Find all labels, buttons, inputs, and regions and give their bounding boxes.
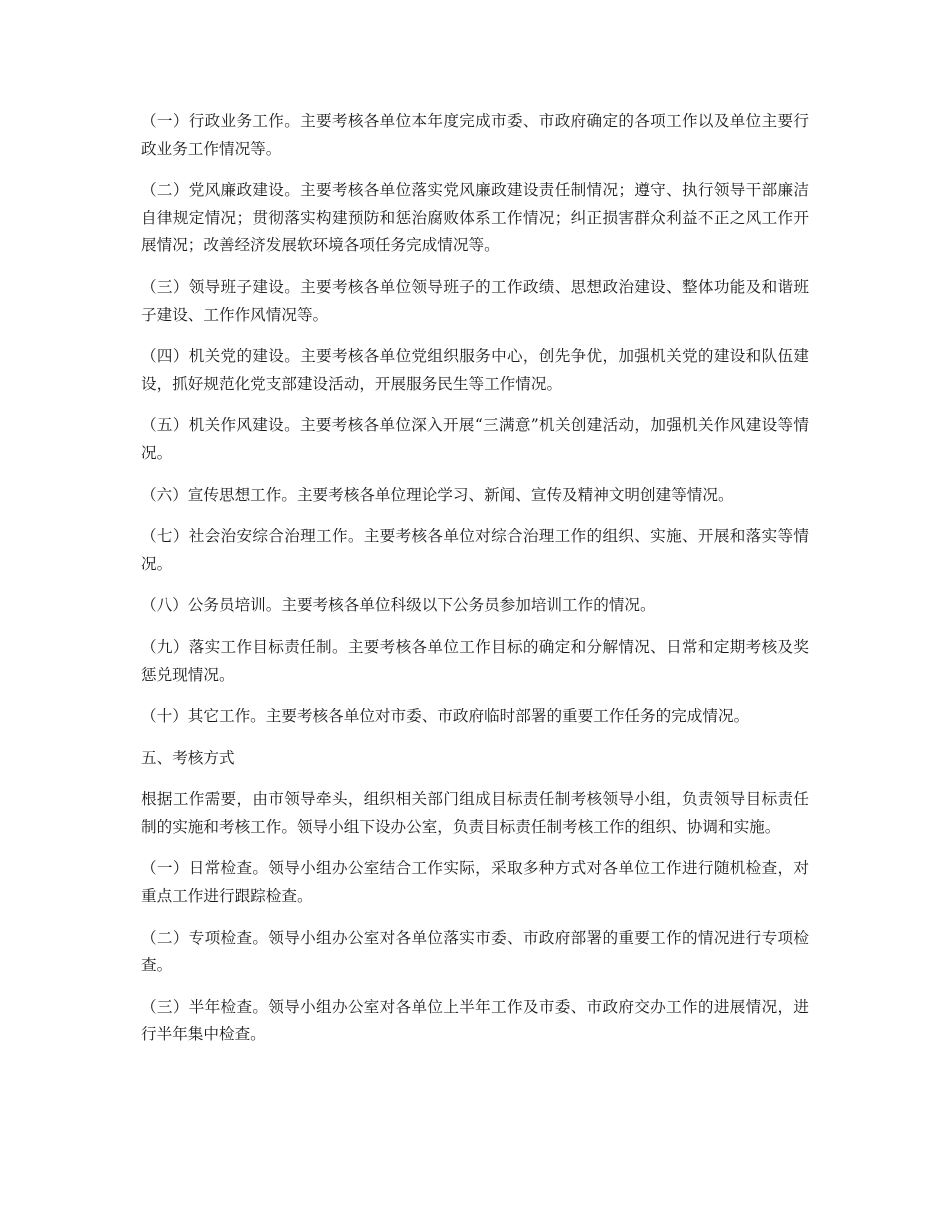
section-intro-paragraph: 根据工作需要，由市领导牵头，组织相关部门组成目标责任制考核领导小组，负责领导目标责任制的实施和考核工作。领导小组下设办公室，负责目标责任制考核工作的组织、协调和实施。: [141, 790, 809, 836]
section-item-3: （三）半年检查。领导小组办公室对各单位上半年工作及市委、市政府交办工作的进展情况，进行半年集中检查。: [141, 997, 809, 1044]
paragraph-item-5: （五）机关作风建设。主要考核各单位深入开展“三满意”机关创建活动，加强机关作风建设等情况。: [141, 416, 809, 462]
paragraph-item-10: （十）其它工作。主要考核各单位对市委、市政府临时部署的重要工作任务的完成情况。: [141, 707, 750, 726]
paragraph-item-6: （六）宣传思想工作。主要考核各单位理论学习、新闻、宣传及精神文明创建等情况。: [141, 485, 734, 504]
paragraph-item-8: （八）公务员培训。主要考核各单位科级以下公务员参加培训工作的情况。: [141, 596, 656, 615]
paragraph-item-9: （九）落实工作目标责任制。主要考核各单位工作目标的确定和分解情况、日常和定期考核及奖惩兑现情况。: [141, 637, 809, 684]
paragraph-item-4: （四）机关党的建设。主要考核各单位党组织服务中心，创先争优，加强机关党的建设和队伍建设，抓好规范化党支部建设活动，开展服务民生等工作情况。: [141, 347, 809, 393]
paragraph-item-3: （三）领导班子建设。主要考核各单位领导班子的工作政绩、思想政治建设、整体功能及和谐班子建设、工作作风情况等。: [141, 277, 809, 324]
section-item-2: （二）专项检查。领导小组办公室对各单位落实市委、市政府部署的重要工作的情况进行专项检查。: [141, 928, 809, 975]
paragraph-item-1: （一）行政业务工作。主要考核各单位本年度完成市委、市政府确定的各项工作以及单位主要行政业务工作情况等。: [141, 112, 809, 158]
section-heading: 五、考核方式: [141, 748, 235, 767]
paragraph-item-7: （七）社会治安综合治理工作。主要考核各单位对综合治理工作的组织、实施、开展和落实等情况。: [141, 527, 809, 573]
paragraph-item-2: （二）党风廉政建设。主要考核各单位落实党风廉政建设责任制情况；遵守、执行领导干部廉洁自律规定情况；贯彻落实构建预防和惩治腐败体系工作情况；纠正损害群众利益不正之风工作开展情况；改善经济发展软环境各项任务完成情况等。: [141, 181, 809, 255]
document-body: [141, 108, 809, 1063]
section-item-1: （一）日常检查。领导小组办公室结合工作实际，采取多种方式对各单位工作进行随机检查，对重点工作进行跟踪检查。: [141, 859, 809, 906]
